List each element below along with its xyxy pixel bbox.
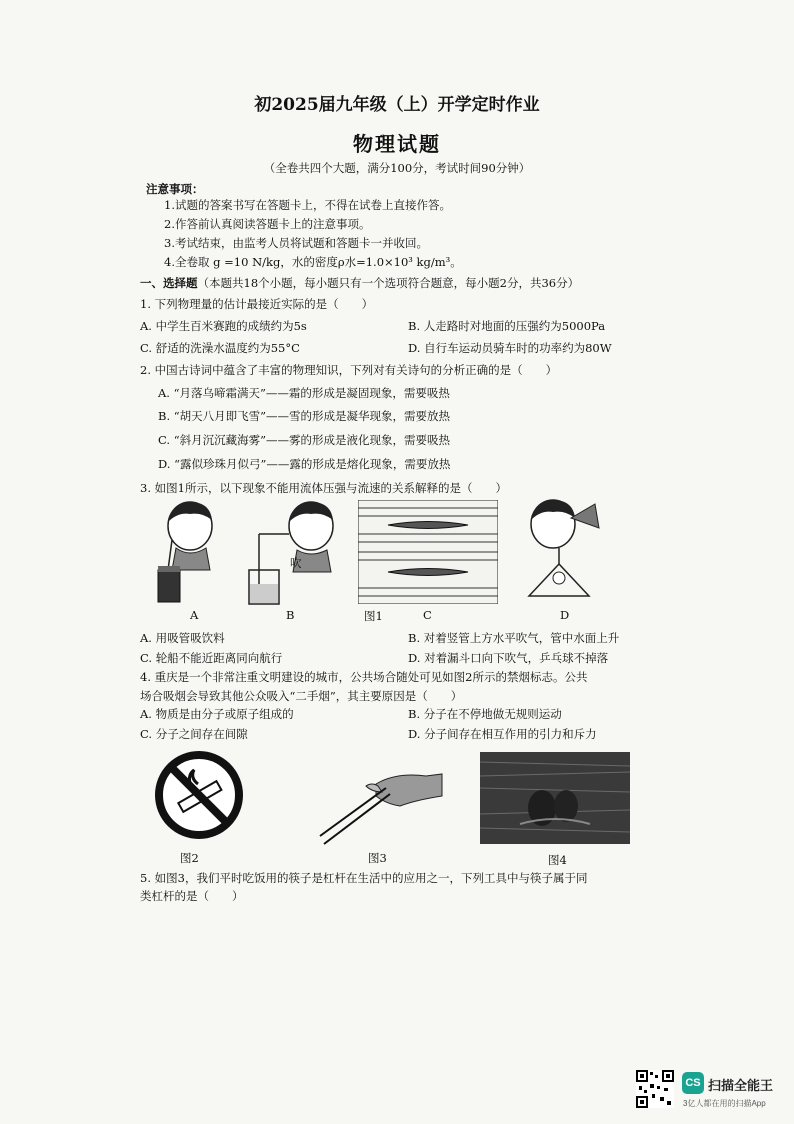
notice-item: 2.作答前认真阅读答题卡上的注意事项。 <box>164 217 371 231</box>
q3-option-b: B. 对着竖管上方水平吹气，管中水面上升 <box>408 631 620 645</box>
figure-c-two-ships <box>358 500 498 604</box>
scanner-tagline: 3亿人都在用的扫描App <box>683 1099 766 1108</box>
figure-b-blow-tube <box>245 498 345 610</box>
figure-1-caption: 图1 <box>364 609 383 623</box>
q4-stem-line2: 场合吸烟会导致其他公众吸入“二手烟”，其主要原因是（ ） <box>140 689 463 703</box>
q1-stem: 1. 下列物理量的估计最接近实际的是（ ） <box>140 297 374 311</box>
q4-option-a: A. 物质是由分子或原子组成的 <box>140 707 294 721</box>
figure-4-photo <box>480 752 630 844</box>
figure-3-caption: 图3 <box>368 851 387 865</box>
notice-heading: 注意事项： <box>146 182 204 196</box>
no-smoking-sign-icon <box>152 748 246 842</box>
figure-d-label: D <box>560 608 570 622</box>
camscanner-logo-icon: CS <box>682 1072 704 1094</box>
q4-option-c: C. 分子之间存在间隙 <box>140 727 248 741</box>
q3-stem: 3. 如图1所示，以下现象不能用流体压强与流速的关系解释的是（ ） <box>140 481 507 495</box>
figure-c-label: C <box>423 608 432 622</box>
q2-stem: 2. 中国古诗词中蕴含了丰富的物理知识，下列对有关诗句的分析正确的是（ ） <box>140 363 558 377</box>
figure-b-label: B <box>286 608 295 622</box>
q3-option-d: D. 对着漏斗口向下吹气，乒乓球不掉落 <box>408 651 609 665</box>
section-heading <box>140 275 579 291</box>
section-desc: （本题共18个小题，每小题只有一个选项符合题意，每小题2分，共36分） <box>197 276 580 290</box>
q5-stem-line2: 类杠杆的是（ ） <box>140 889 244 903</box>
q1-option-c: C. 舒适的洗澡水温度约为55°C <box>140 341 300 355</box>
q1-option-d: D. 自行车运动员骑车时的功率约为80W <box>408 341 612 355</box>
q4-option-b: B. 分子在不停地做无规则运动 <box>408 707 562 721</box>
q3-option-a: A. 用吸管吸饮料 <box>140 631 225 645</box>
exam-info: （全卷共四个大题，满分100分，考试时间90分钟） <box>263 161 531 175</box>
q5-stem-line1: 5. 如图3，我们平时吃饭用的筷子是杠杆在生活中的应用之一，下列工具中与筷子属于同 <box>140 871 588 885</box>
q2-option-d: D. “露似珍珠月似弓”——露的形成是熔化现象，需要放热 <box>158 457 451 471</box>
q2-option-a: A. “月落乌啼霜满天”——霜的形成是凝固现象，需要吸热 <box>158 386 450 400</box>
blow-label: 吹 <box>290 556 302 570</box>
notice-item: 4.全卷取 g =10 N/kg，水的密度ρ水=1.0×10³ kg/m³。 <box>164 255 462 269</box>
section-label: 一、选择题 <box>140 276 198 290</box>
q2-option-b: B. “胡天八月即飞雪”——雪的形成是凝华现象，需要放热 <box>158 409 451 423</box>
q1-option-b: B. 人走路时对地面的压强约为5000Pa <box>408 319 606 333</box>
q4-option-d: D. 分子间存在相互作用的引力和斥力 <box>408 727 597 741</box>
q4-stem-line1: 4. 重庆是一个非常注重文明建设的城市，公共场合随处可见如图2所示的禁烟标志。公共 <box>140 670 588 684</box>
qr-code-icon <box>636 1070 674 1108</box>
notice-item: 1.试题的答案书写在答题卡上，不得在试卷上直接作答。 <box>164 198 451 212</box>
figure-a-label: A <box>190 608 199 622</box>
scanner-app-name: 扫描全能王 <box>708 1078 774 1093</box>
q1-option-a: A. 中学生百米赛跑的成绩约为5s <box>140 319 307 333</box>
figure-d-funnel-ball <box>515 498 605 610</box>
figure-4-caption: 图4 <box>548 853 567 867</box>
q2-option-c: C. “斜月沉沉藏海雾”——雾的形成是液化现象，需要吸热 <box>158 433 450 447</box>
figure-a-straw-drink <box>150 500 230 610</box>
subject-title: 物理试题 <box>353 132 441 156</box>
figure-3-chopsticks <box>316 766 446 846</box>
exam-title: 初2025届九年级（上）开学定时作业 <box>254 95 540 115</box>
notice-item: 3.考试结束，由监考人员将试题和答题卡一并收回。 <box>164 236 428 250</box>
q3-option-c: C. 轮船不能近距离同向航行 <box>140 651 283 665</box>
figure-2-caption: 图2 <box>180 851 199 865</box>
